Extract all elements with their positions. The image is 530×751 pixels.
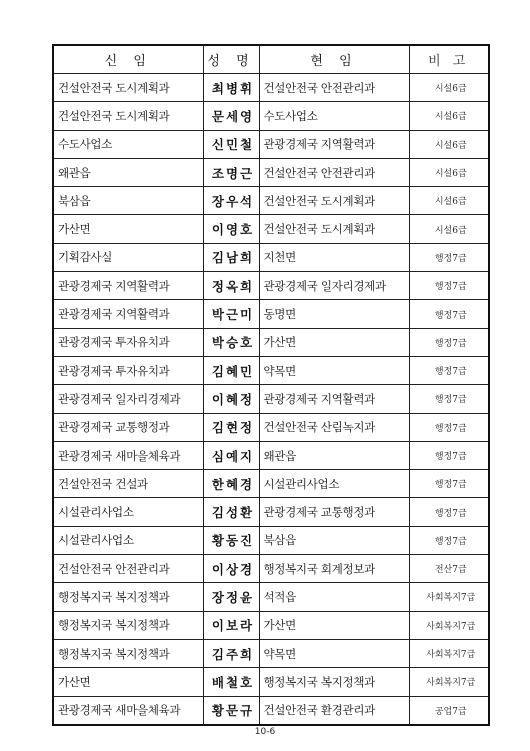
current-post-cell: 행정복지국 복지정책과 bbox=[259, 668, 409, 696]
new-post-cell: 수도사업소 bbox=[53, 130, 203, 158]
table-row bbox=[53, 526, 489, 554]
new-post-cell: 시설관리사업소 bbox=[53, 526, 203, 554]
table-row bbox=[53, 441, 489, 469]
name-cell: 황동진 bbox=[203, 526, 259, 554]
current-post-cell: 관광경제국 교통행정과 bbox=[259, 498, 409, 526]
table-row bbox=[53, 74, 489, 102]
current-post-cell: 관광경제국 지역활력과 bbox=[259, 385, 409, 413]
remarks-cell: 행정7급 bbox=[409, 300, 489, 328]
new-post-cell: 관광경제국 새마을체육과 bbox=[53, 696, 203, 725]
new-post-cell: 관광경제국 일자리경제과 bbox=[53, 385, 203, 413]
table-row bbox=[53, 470, 489, 498]
page-number: 10-6 bbox=[254, 727, 276, 737]
new-post-cell: 왜관읍 bbox=[53, 158, 203, 186]
table-row bbox=[53, 187, 489, 215]
name-cell: 황문규 bbox=[203, 696, 259, 725]
name-cell: 김주희 bbox=[203, 639, 259, 667]
new-post-cell: 건설안전국 도시계획과 bbox=[53, 102, 203, 130]
new-post-cell: 관광경제국 투자유치과 bbox=[53, 328, 203, 356]
current-post-cell: 석적읍 bbox=[259, 583, 409, 611]
table-row bbox=[53, 413, 489, 441]
remarks-cell: 사회복지7급 bbox=[409, 611, 489, 639]
new-post-cell: 시설관리사업소 bbox=[53, 498, 203, 526]
remarks-cell: 시설6급 bbox=[409, 102, 489, 130]
current-post-cell: 왜관읍 bbox=[259, 441, 409, 469]
remarks-cell: 시설6급 bbox=[409, 187, 489, 215]
remarks-cell: 행정7급 bbox=[409, 385, 489, 413]
current-post-cell: 건설안전국 안전관리과 bbox=[259, 158, 409, 186]
remarks-cell: 시설6급 bbox=[409, 215, 489, 243]
name-cell: 박승호 bbox=[203, 328, 259, 356]
current-post-cell: 건설안전국 환경관리과 bbox=[259, 696, 409, 725]
name-cell: 김현정 bbox=[203, 413, 259, 441]
name-cell: 조명근 bbox=[203, 158, 259, 186]
remarks-cell: 행정7급 bbox=[409, 526, 489, 554]
table-row bbox=[53, 215, 489, 243]
table-row bbox=[53, 611, 489, 639]
current-post-cell: 약목면 bbox=[259, 356, 409, 384]
table-row bbox=[53, 639, 489, 667]
new-post-cell: 건설안전국 안전관리과 bbox=[53, 555, 203, 583]
current-post-cell: 건설안전국 산림녹지과 bbox=[259, 413, 409, 441]
header-row bbox=[53, 45, 489, 74]
name-cell: 신민철 bbox=[203, 130, 259, 158]
personnel-roster bbox=[52, 44, 488, 726]
name-cell: 장정윤 bbox=[203, 583, 259, 611]
current-post-cell: 동명면 bbox=[259, 300, 409, 328]
name-cell: 정옥희 bbox=[203, 272, 259, 300]
new-post-cell: 관광경제국 투자유치과 bbox=[53, 356, 203, 384]
remarks-cell: 사회복지7급 bbox=[409, 639, 489, 667]
remarks-cell: 전산7급 bbox=[409, 555, 489, 583]
remarks-cell: 사회복지7급 bbox=[409, 668, 489, 696]
name-cell: 한혜경 bbox=[203, 470, 259, 498]
remarks-cell: 행정7급 bbox=[409, 272, 489, 300]
table-row bbox=[53, 158, 489, 186]
remarks-cell: 시설6급 bbox=[409, 74, 489, 102]
table-row bbox=[53, 272, 489, 300]
name-cell: 박근미 bbox=[203, 300, 259, 328]
header-current-post: 현 임 bbox=[259, 45, 409, 74]
current-post-cell: 지천면 bbox=[259, 243, 409, 271]
remarks-cell: 행정7급 bbox=[409, 470, 489, 498]
new-post-cell: 관광경제국 교통행정과 bbox=[53, 413, 203, 441]
new-post-cell: 관광경제국 지역활력과 bbox=[53, 272, 203, 300]
remarks-cell: 공업7급 bbox=[409, 696, 489, 725]
table-row bbox=[53, 130, 489, 158]
new-post-cell: 행정복지국 복지정책과 bbox=[53, 611, 203, 639]
new-post-cell: 가산면 bbox=[53, 215, 203, 243]
table-row bbox=[53, 696, 489, 725]
name-cell: 이영호 bbox=[203, 215, 259, 243]
table-row bbox=[53, 583, 489, 611]
table-row bbox=[53, 102, 489, 130]
remarks-cell: 행정7급 bbox=[409, 413, 489, 441]
current-post-cell: 약목면 bbox=[259, 639, 409, 667]
remarks-cell: 시설6급 bbox=[409, 158, 489, 186]
name-cell: 김남희 bbox=[203, 243, 259, 271]
current-post-cell: 가산면 bbox=[259, 328, 409, 356]
remarks-cell: 사회복지7급 bbox=[409, 583, 489, 611]
header-remarks: 비 고 bbox=[409, 45, 489, 74]
remarks-cell: 행정7급 bbox=[409, 328, 489, 356]
current-post-cell: 수도사업소 bbox=[259, 102, 409, 130]
current-post-cell: 관광경제국 일자리경제과 bbox=[259, 272, 409, 300]
new-post-cell: 건설안전국 도시계획과 bbox=[53, 74, 203, 102]
remarks-cell: 행정7급 bbox=[409, 441, 489, 469]
table-row bbox=[53, 243, 489, 271]
current-post-cell: 시설관리사업소 bbox=[259, 470, 409, 498]
name-cell: 배철호 bbox=[203, 668, 259, 696]
new-post-cell: 건설안전국 건설과 bbox=[53, 470, 203, 498]
table-row bbox=[53, 555, 489, 583]
new-post-cell: 기획감사실 bbox=[53, 243, 203, 271]
name-cell: 최병휘 bbox=[203, 74, 259, 102]
current-post-cell: 관광경제국 지역활력과 bbox=[259, 130, 409, 158]
new-post-cell: 행정복지국 복지정책과 bbox=[53, 583, 203, 611]
name-cell: 이혜정 bbox=[203, 385, 259, 413]
header-new-post: 신 임 bbox=[53, 45, 203, 74]
table-row bbox=[53, 668, 489, 696]
new-post-cell: 북삼읍 bbox=[53, 187, 203, 215]
current-post-cell: 가산면 bbox=[259, 611, 409, 639]
new-post-cell: 가산면 bbox=[53, 668, 203, 696]
remarks-cell: 시설6급 bbox=[409, 130, 489, 158]
remarks-cell: 행정7급 bbox=[409, 498, 489, 526]
name-cell: 문세영 bbox=[203, 102, 259, 130]
remarks-cell: 행정7급 bbox=[409, 243, 489, 271]
roster-table bbox=[52, 44, 490, 726]
name-cell: 심예지 bbox=[203, 441, 259, 469]
name-cell: 이상경 bbox=[203, 555, 259, 583]
table-row bbox=[53, 356, 489, 384]
name-cell: 이보라 bbox=[203, 611, 259, 639]
current-post-cell: 행정복지국 회계정보과 bbox=[259, 555, 409, 583]
new-post-cell: 관광경제국 새마을체육과 bbox=[53, 441, 203, 469]
current-post-cell: 건설안전국 도시계획과 bbox=[259, 215, 409, 243]
name-cell: 장우석 bbox=[203, 187, 259, 215]
name-cell: 김성환 bbox=[203, 498, 259, 526]
current-post-cell: 건설안전국 안전관리과 bbox=[259, 74, 409, 102]
table-row bbox=[53, 300, 489, 328]
current-post-cell: 북삼읍 bbox=[259, 526, 409, 554]
table-row bbox=[53, 328, 489, 356]
table-row bbox=[53, 385, 489, 413]
header-name: 성 명 bbox=[203, 45, 259, 74]
new-post-cell: 행정복지국 복지정책과 bbox=[53, 639, 203, 667]
new-post-cell: 관광경제국 지역활력과 bbox=[53, 300, 203, 328]
current-post-cell: 건설안전국 도시계획과 bbox=[259, 187, 409, 215]
remarks-cell: 행정7급 bbox=[409, 356, 489, 384]
name-cell: 김혜민 bbox=[203, 356, 259, 384]
table-row bbox=[53, 498, 489, 526]
